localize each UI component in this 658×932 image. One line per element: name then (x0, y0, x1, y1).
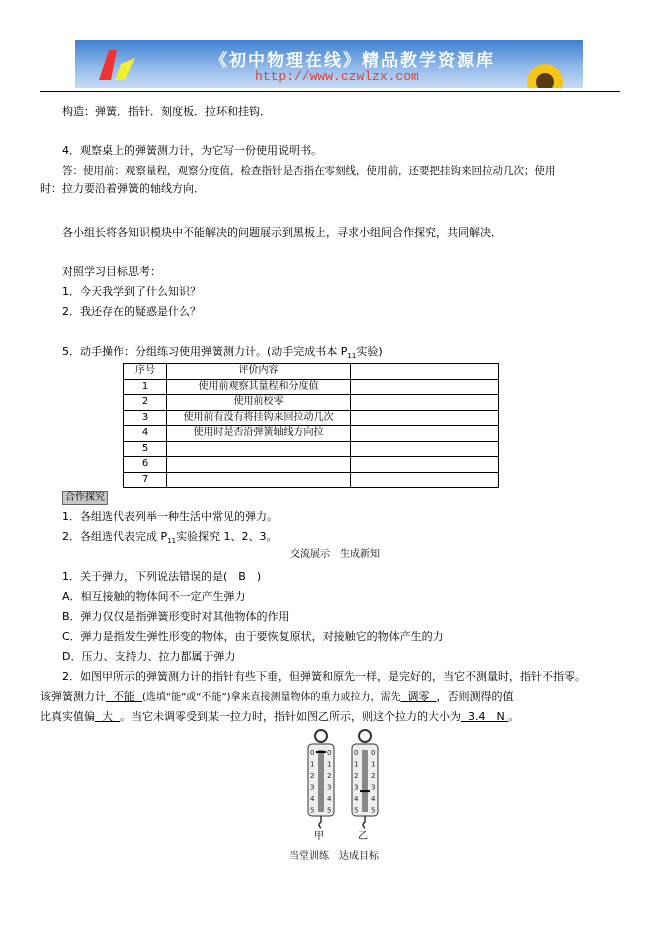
cell: 6 (124, 457, 167, 473)
cell (351, 441, 499, 457)
cell: 7 (124, 472, 167, 488)
text: ，否则测得的值 (436, 690, 514, 703)
tick-label: 2 (327, 772, 332, 780)
hook-icon (363, 816, 365, 828)
banner-title: 《初中物理在线》精品教学资源库 (210, 51, 495, 71)
tick-label: 2 (310, 772, 315, 780)
table-row (124, 379, 499, 395)
scale-tube (362, 750, 368, 812)
coop-2 (62, 530, 278, 548)
tick-label: 1 (354, 760, 359, 769)
question-4: 4．观察桌上的弹簧测力计，为它写一份使用说明书。 (62, 144, 322, 157)
table-row (124, 457, 499, 473)
reflect-1: 1．今天我学到了什么知识？ (62, 285, 201, 298)
tick-label: 4 (371, 795, 376, 803)
blank-answer-1: 不能 (113, 690, 135, 703)
text: 。当它未调零受到某一拉力时，指针如图乙所示，则这个拉力的大小为 (120, 710, 461, 723)
tick-label: 0 (354, 749, 359, 757)
header-cell: 评价内容 (167, 364, 351, 380)
tick-label: 1 (327, 760, 332, 769)
tick-label: 3 (310, 783, 315, 792)
cell: 3 (124, 410, 167, 426)
figure-label-right: 乙 (358, 831, 368, 842)
cell (351, 395, 499, 411)
table-row (124, 426, 499, 442)
tick-label: 4 (310, 795, 315, 803)
coop-2-sub: 11 (167, 537, 177, 546)
cell: 使用前校零 (167, 395, 351, 411)
cell (351, 379, 499, 395)
blank-answer-2: 调零 (407, 690, 430, 703)
header-banner (75, 40, 583, 88)
logo-icon (95, 46, 145, 86)
tick-label: 1 (371, 760, 376, 769)
option-c: C．弹力是指发生弹性形变的物体，由于要恢复原状，对接触它的物体产生的力 (62, 630, 444, 643)
q5-end: 实验) (356, 345, 383, 358)
text: 该弹簧测力计 (40, 690, 106, 703)
coop-tag: 合作探究 (62, 491, 108, 505)
tick-label: 0 (371, 749, 376, 757)
tick-label: 0 (327, 749, 332, 757)
tick-label: 1 (310, 760, 315, 769)
coop-2-text: 2．各组选代表完成 P (62, 530, 168, 543)
table-row (124, 395, 499, 411)
tick-label: 5 (310, 806, 315, 815)
tick-label: 2 (371, 772, 376, 780)
q5-sub: 11 (347, 352, 357, 361)
reflect-2: 2．我还存在的疑惑是什么？ (62, 305, 201, 318)
sunflower-icon (515, 58, 575, 88)
scale-tube (318, 750, 324, 812)
quiz-q2: 2．如图甲所示的弹簧测力计的指针有些下垂，但弹簧和原先一样，是完好的，当它不测量时，指针不指零。 (62, 670, 586, 683)
cell (167, 472, 351, 488)
q5-text: 5．动手操作：分组练习使用弹簧测力计。(动手完成书本 P (62, 345, 348, 358)
table-header (124, 364, 499, 380)
quiz-q1: 1．关于弹力，下列说法错误的是( B ) (62, 570, 262, 583)
option-d: D．压力、支持力、拉力都属于弹力 (62, 650, 236, 663)
text: 。 (508, 710, 520, 723)
tick-label: 5 (327, 806, 332, 815)
tick-label: 3 (354, 783, 359, 792)
footer-heading: 当堂训练 达成目标 (289, 851, 379, 862)
cell: 5 (124, 441, 167, 457)
hook-icon (319, 816, 321, 828)
answer-4-cont: 时：拉力要沿着弹簧的轴线方向． (40, 182, 205, 195)
header-cell (351, 364, 499, 380)
cell: 使用前观察其量程和分度值 (167, 379, 351, 395)
blank-answer-4: 3.4 N (468, 710, 505, 723)
text: 比真实值偏 (40, 710, 95, 723)
banner-url: http://www.czwlzx.com (255, 69, 419, 84)
tick-label: 5 (354, 806, 359, 815)
question-5 (62, 345, 383, 363)
reflect-heading: 对照学习目标思考： (62, 265, 161, 278)
section-heading: 交流展示 生成新知 (290, 549, 380, 560)
text: (选填“能”或“不能”)拿来直接测量物体的重力或拉力，需先 (142, 692, 401, 703)
tick-label: 0 (310, 749, 315, 757)
header-cell: 序号 (124, 364, 167, 380)
quiz-q2-line2 (40, 690, 514, 705)
cell: 使用时是否沿弹簧轴线方向拉 (167, 426, 351, 442)
table-row (124, 410, 499, 426)
figure-label-left: 甲 (314, 831, 324, 842)
table-row (124, 472, 499, 488)
coop-1: 1．各组选代表列举一种生活中常见的弹力。 (62, 510, 278, 523)
cell: 使用前有没有将挂钩来回拉动几次 (167, 410, 351, 426)
cell (167, 441, 351, 457)
evaluation-table (123, 363, 499, 488)
ring-icon (359, 730, 371, 742)
tick-label: 5 (371, 806, 376, 815)
tick-label: 3 (327, 783, 332, 792)
quiz-q2-line3 (40, 710, 519, 724)
table-row (124, 441, 499, 457)
cell (351, 410, 499, 426)
blank-answer-3: 大 (102, 710, 113, 723)
structure-line: 构造：弹簧．指针．刻度板．拉环和挂钩． (62, 105, 271, 118)
cell (351, 426, 499, 442)
tick-label: 4 (327, 795, 332, 803)
cell (167, 457, 351, 473)
header-rule (40, 91, 620, 92)
cell: 2 (124, 395, 167, 411)
ring-icon (315, 730, 327, 742)
group-instruction: 各小组长将各知识模块中不能解决的问题展示到黑板上，寻求小组间合作探究，共同解决． (62, 226, 502, 239)
cell: 4 (124, 426, 167, 442)
cell: 1 (124, 379, 167, 395)
tick-label: 4 (354, 795, 359, 803)
spring-scale-figure (300, 728, 420, 833)
answer-4: 答：使用前：观察量程，观察分度值，检查指针是否指在零刻线，使用前，还要把挂钩来回拉动几次；使用 (62, 165, 556, 177)
tick-label: 3 (371, 783, 376, 792)
tick-label: 2 (354, 772, 359, 780)
option-b: B．弹力仅仅是指弹簧形变时对其他物体的作用 (62, 610, 290, 623)
coop-2-end: 实验探究 1、2、3。 (176, 530, 278, 543)
cell (351, 472, 499, 488)
option-a: A．相互接触的物体间不一定产生弹力 (62, 590, 246, 603)
cell (351, 457, 499, 473)
